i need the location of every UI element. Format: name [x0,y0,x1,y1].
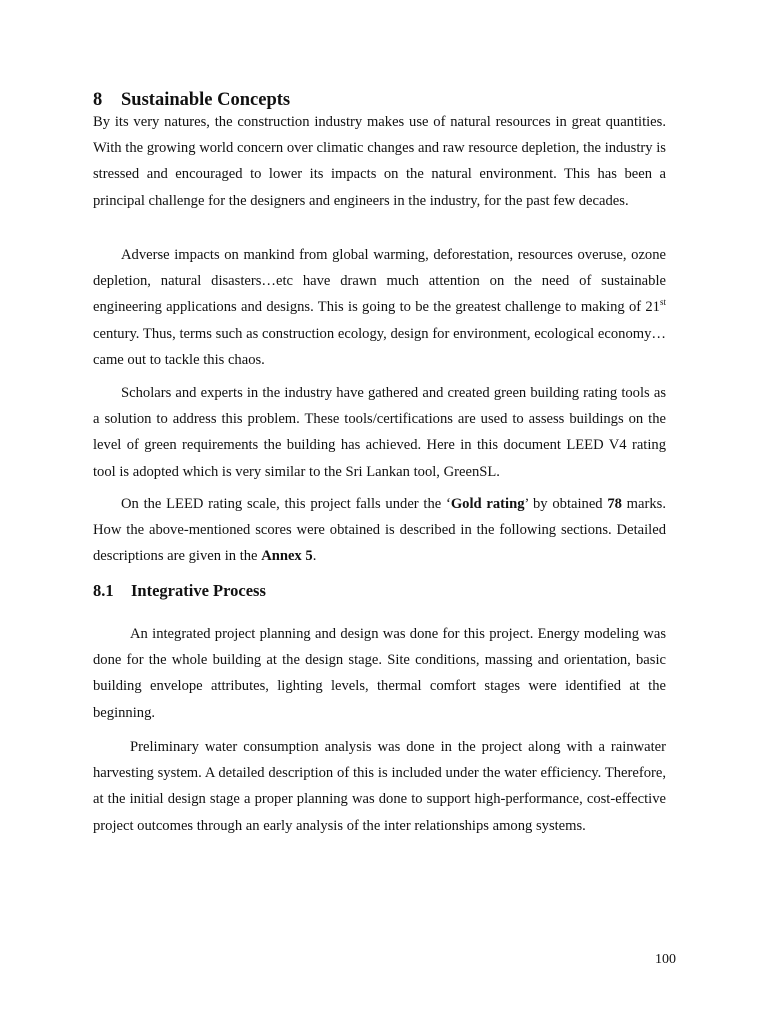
section-paragraph-4 [93,491,666,570]
paragraph-2-text-a: Adverse impacts on mankind from global warming, deforestation, resources overuse, ozone depletion, natural disasters…etc have drawn much attention on the need of sustainable engineering applications and designs. This is going to be the greatest challenge to making of 21 [93,247,666,316]
subsection-heading [93,578,266,604]
marks-value: 78 [607,496,622,512]
section-paragraph-3: Scholars and experts in the industry have gathered and created green building rating tools as a solution to address this problem. These tools/certifications are used to assess buildings on the level of green requirements the building has achieved. Here in this document LEED V4 rating tool is adopted which is very similar to the Sri Lankan tool, GreenSL. [93,385,666,480]
section-title: Sustainable Concepts [121,90,291,110]
section-number: 8 [93,90,103,110]
gold-rating-text: Gold rating [450,496,525,512]
subsection-paragraph-1: An integrated project planning and design was done for this project. Energy modeling was done for the whole building at the design stage. Site conditions, massing and orientation, basic building envelope attributes, lighting levels, thermal comfort stages were identified at the beginning. [93,626,666,721]
paragraph-4-text-b: ’ by obtained [524,496,608,512]
annex-reference: Annex 5 [261,548,313,565]
paragraph-4-text-d: . [312,548,317,565]
ordinal-superscript: st [659,297,666,308]
page-number: 100 [655,952,676,967]
subsection-paragraph-2: Preliminary water consumption analysis was done in the project along with a rainwater harvesting system. A detailed description of this is included under the water efficiency. Therefore, at the initial design stage a proper planning was done to support high-performance, cost-effective project outcomes through an early analysis of the inter relationships among systems. [93,739,666,834]
paragraph-4-text-a: On the LEED rating scale, this project falls under the ‘ [121,496,451,512]
subsection-number: 8.1 [93,581,114,600]
paragraph-4-text-c: marks. How the above-mentioned scores were obtained is described in the following sections. Detailed descriptions are given in the [93,496,666,565]
paragraph-2-text-b: century. Thus, terms such as construction ecology, design for environment, ecological economy… came out to tackle this chaos. [93,325,666,368]
section-paragraph-2 [93,242,666,373]
subsection-title: Integrative Process [131,581,266,600]
section-paragraph-1: By its very natures, the construction industry makes use of natural resources in great quantities. With the growing world concern over climatic changes and raw resource depletion, the industry is stressed and encouraged to lower its impacts on the natural environment. This has been a principal challenge for the designers and engineers in the industry, for the past few decades. [93,114,666,209]
